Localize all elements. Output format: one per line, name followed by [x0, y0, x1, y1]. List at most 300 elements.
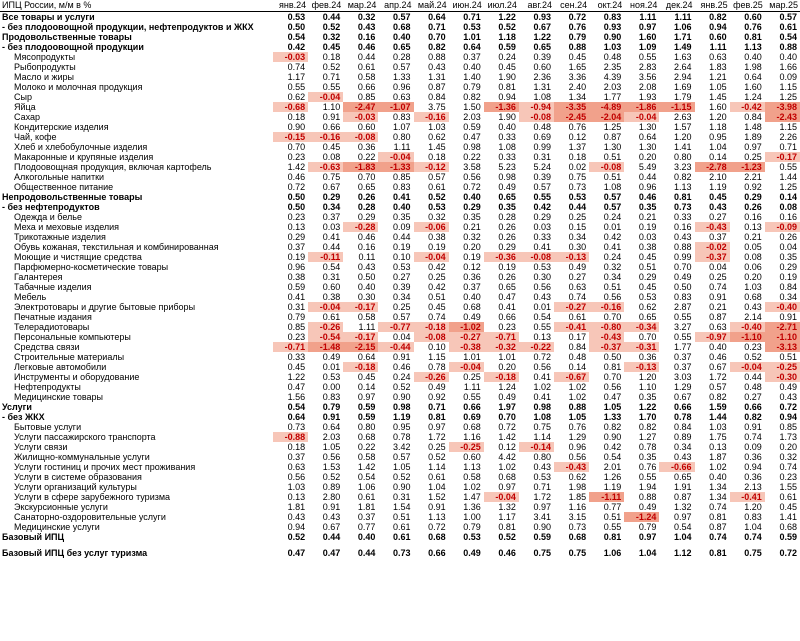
value-cell: 0.78 — [638, 442, 657, 452]
value-cell: 1.10 — [322, 102, 341, 112]
value-cell: 0.60 — [357, 122, 376, 132]
value-cell: 0.33 — [498, 132, 516, 142]
value-cell: 0.41 — [322, 232, 341, 242]
value-cell: 0.56 — [568, 452, 587, 462]
value-cell: 0.87 — [709, 522, 727, 532]
value-cell: 1.25 — [779, 182, 797, 192]
value-cell: 0.70 — [674, 262, 692, 272]
value-cell: -0.97 — [695, 332, 730, 342]
value-cell: -0.04 — [308, 302, 343, 312]
table-row — [0, 232, 800, 242]
value-cell: 0.39 — [533, 172, 552, 182]
value-cell: 0.88 — [568, 402, 587, 412]
row-label: Электротовары и другие бытовые приборы — [14, 302, 196, 312]
value-cell: 0.79 — [568, 32, 587, 42]
value-cell: 0.32 — [603, 262, 622, 272]
value-cell: 0.27 — [393, 272, 411, 282]
table-row — [0, 72, 800, 82]
value-cell: 0.67 — [533, 22, 552, 32]
value-cell: 0.36 — [744, 472, 762, 482]
value-cell: 0.80 — [533, 452, 552, 462]
row-label: - без плодоовощной продукции, нефтепродуктов и ЖКХ — [2, 22, 254, 32]
value-cell: 0.60 — [744, 12, 762, 22]
table-row — [0, 548, 800, 558]
table-row — [0, 12, 800, 23]
value-cell: 0.45 — [638, 282, 657, 292]
value-cell: 0.61 — [393, 522, 411, 532]
value-cell: 0.12 — [568, 132, 587, 142]
value-cell: -2.43 — [765, 112, 800, 122]
value-cell: 1.05 — [709, 82, 727, 92]
value-cell: -0.04 — [414, 252, 449, 262]
value-cell: 0.31 — [393, 492, 411, 502]
value-cell: 0.69 — [463, 412, 481, 422]
value-cell: 0.42 — [428, 282, 446, 292]
value-cell: 0.33 — [287, 352, 306, 362]
value-cell: 0.77 — [603, 502, 622, 512]
value-cell: 1.08 — [603, 182, 622, 192]
value-cell: -0.41 — [554, 322, 589, 332]
value-cell: 1.13 — [674, 182, 692, 192]
table-row — [0, 82, 800, 92]
value-cell: 0.75 — [568, 172, 587, 182]
header-row — [0, 0, 800, 12]
value-cell: -3.35 — [554, 102, 589, 112]
row-label: Кондитерские изделия — [14, 122, 109, 132]
value-cell: 0.00 — [322, 382, 341, 392]
value-cell: 0.50 — [357, 272, 376, 282]
value-cell: 0.57 — [393, 452, 411, 462]
value-cell: 0.65 — [638, 312, 657, 322]
row-label: Инструменты и оборудование — [14, 372, 140, 382]
value-cell: 0.22 — [357, 442, 376, 452]
value-cell: -0.25 — [765, 362, 800, 372]
value-cell: 0.23 — [287, 212, 306, 222]
value-cell: 1.20 — [709, 112, 727, 122]
row-label: Парфюмерно-косметические товары — [14, 262, 169, 272]
value-cell: -0.43 — [695, 222, 730, 232]
value-cell: 0.82 — [709, 392, 727, 402]
row-label: Одежда и белье — [14, 212, 82, 222]
value-cell: 0.82 — [603, 422, 622, 432]
value-cell: 0.61 — [322, 312, 341, 322]
value-cell: 0.54 — [674, 522, 692, 532]
value-cell: 0.48 — [568, 352, 587, 362]
value-cell: 0.45 — [779, 502, 797, 512]
value-cell: -0.27 — [449, 332, 484, 342]
value-cell: 0.37 — [463, 282, 481, 292]
value-cell: -1.10 — [765, 332, 800, 342]
value-cell: -3.13 — [765, 342, 800, 352]
value-cell: -0.08 — [589, 162, 624, 172]
value-cell: 0.43 — [357, 22, 376, 32]
value-cell: 0.27 — [568, 272, 587, 282]
value-cell: 0.55 — [638, 52, 657, 62]
value-cell: 0.38 — [428, 232, 446, 242]
value-cell: 0.98 — [498, 172, 516, 182]
table-row — [0, 152, 800, 162]
value-cell: 0.49 — [428, 382, 446, 392]
value-cell: 0.70 — [638, 332, 657, 342]
value-cell: 0.68 — [463, 422, 481, 432]
table-body — [0, 12, 800, 559]
value-cell: 2.83 — [638, 62, 657, 72]
table-row — [0, 122, 800, 132]
value-cell: 1.11 — [709, 42, 727, 52]
value-cell: 0.81 — [744, 32, 762, 42]
value-cell: 1.12 — [674, 548, 692, 558]
value-cell: 0.18 — [322, 52, 341, 62]
table-row — [0, 322, 800, 332]
value-cell: 0.52 — [428, 452, 446, 462]
value-cell: 0.27 — [744, 392, 762, 402]
table-row — [0, 162, 800, 172]
value-cell: 0.53 — [393, 262, 411, 272]
value-cell: 0.19 — [287, 252, 306, 262]
row-label: Обувь кожаная, текстильная и комбинированная — [14, 242, 219, 252]
value-cell: 0.91 — [393, 352, 411, 362]
value-cell: 0.55 — [322, 82, 341, 92]
value-cell: 0.49 — [674, 272, 692, 282]
value-cell: 0.46 — [638, 192, 657, 202]
value-cell: 0.09 — [744, 442, 762, 452]
value-cell: 1.98 — [744, 62, 762, 72]
value-cell: 0.53 — [638, 292, 657, 302]
value-cell: 0.85 — [393, 172, 411, 182]
value-cell: 0.19 — [498, 262, 516, 272]
value-cell: 0.40 — [463, 62, 481, 72]
value-cell: 0.78 — [674, 412, 692, 422]
row-label: Услуги в сфере зарубежного туризма — [14, 492, 171, 502]
value-cell: 1.50 — [463, 102, 481, 112]
value-cell: 1.29 — [568, 432, 587, 442]
value-cell: 3.03 — [674, 372, 692, 382]
value-cell: 0.52 — [498, 532, 516, 542]
value-cell: -0.88 — [273, 432, 308, 442]
value-cell: 0.53 — [533, 262, 552, 272]
value-cell: 3.23 — [674, 162, 692, 172]
value-cell: 0.57 — [428, 172, 446, 182]
value-cell: 0.09 — [393, 222, 411, 232]
row-label: Услуги организаций культуры — [14, 482, 137, 492]
value-cell: 0.19 — [393, 242, 411, 252]
month-header: авг.24 — [519, 0, 554, 12]
value-cell: 0.51 — [603, 172, 622, 182]
value-cell: 1.49 — [674, 42, 692, 52]
value-cell: 0.31 — [533, 152, 552, 162]
value-cell: 1.59 — [709, 402, 727, 412]
value-cell: -0.54 — [308, 332, 343, 342]
value-cell: 0.40 — [744, 52, 762, 62]
value-cell: 0.60 — [709, 32, 727, 42]
value-cell: 1.19 — [393, 412, 411, 422]
value-cell: 0.40 — [463, 192, 481, 202]
value-cell: -2.04 — [589, 112, 624, 122]
value-cell: 0.23 — [498, 322, 516, 332]
row-label: Печатные издания — [14, 312, 92, 322]
value-cell: 0.59 — [357, 402, 376, 412]
value-cell: 1.41 — [779, 512, 797, 522]
value-cell: 0.54 — [357, 472, 376, 482]
table-row — [0, 132, 800, 142]
value-cell: 0.63 — [568, 282, 587, 292]
value-cell: 1.72 — [428, 432, 446, 442]
row-label: Нефтепродукты — [14, 382, 81, 392]
value-cell: -0.28 — [343, 222, 378, 232]
value-cell: 0.66 — [357, 82, 376, 92]
value-cell: 0.72 — [428, 522, 446, 532]
value-cell: 0.87 — [674, 492, 692, 502]
value-cell: 0.37 — [709, 232, 727, 242]
value-cell: 0.68 — [744, 292, 762, 302]
value-cell: 0.53 — [428, 202, 446, 212]
value-cell: 0.13 — [287, 492, 306, 502]
value-cell: 0.22 — [463, 152, 481, 162]
value-cell: 0.66 — [428, 548, 446, 558]
table-row — [0, 342, 800, 352]
value-cell: 0.50 — [674, 282, 692, 292]
value-cell: 1.55 — [779, 482, 797, 492]
row-label: Галантерея — [14, 272, 63, 282]
value-cell: 0.15 — [568, 222, 587, 232]
value-cell: 0.45 — [568, 52, 587, 62]
value-cell: -0.15 — [273, 132, 308, 142]
value-cell: 0.44 — [744, 372, 762, 382]
value-cell: 1.20 — [674, 132, 692, 142]
row-label: Яйца — [14, 102, 36, 112]
row-label: Масло и жиры — [14, 72, 75, 82]
value-cell: 0.24 — [603, 212, 622, 222]
value-cell: 1.30 — [638, 122, 657, 132]
value-cell: 0.81 — [428, 412, 446, 422]
value-cell: 0.42 — [533, 202, 552, 212]
month-header: мар.24 — [343, 0, 378, 12]
value-cell: 1.03 — [744, 282, 762, 292]
value-cell: 0.38 — [287, 272, 306, 282]
value-cell: 0.56 — [533, 362, 552, 372]
value-cell: 0.75 — [533, 548, 552, 558]
value-cell: 0.38 — [638, 242, 657, 252]
value-cell: -0.66 — [659, 462, 694, 472]
value-cell: 0.39 — [533, 52, 552, 62]
value-cell: 1.05 — [393, 462, 411, 472]
value-cell: 1.47 — [463, 492, 481, 502]
value-cell: 0.61 — [779, 22, 797, 32]
value-cell: 1.01 — [463, 352, 481, 362]
value-cell: 0.94 — [744, 462, 762, 472]
value-cell: 3.15 — [568, 512, 587, 522]
value-cell: 0.26 — [779, 232, 797, 242]
value-cell: 1.10 — [638, 382, 657, 392]
value-cell: -1.02 — [449, 322, 484, 332]
value-cell: 0.83 — [744, 512, 762, 522]
value-cell: 0.51 — [603, 282, 622, 292]
value-cell: 0.97 — [674, 512, 692, 522]
value-cell: 0.31 — [322, 272, 341, 282]
month-header: май.24 — [414, 0, 449, 12]
table-row — [0, 472, 800, 482]
value-cell: 0.46 — [287, 172, 306, 182]
value-cell: 0.66 — [498, 312, 516, 322]
table-row — [0, 22, 800, 32]
value-cell: -0.22 — [519, 342, 554, 352]
value-cell: 0.52 — [287, 532, 306, 542]
value-cell: 0.91 — [744, 422, 762, 432]
value-cell: -2.45 — [554, 112, 589, 122]
value-cell: 1.81 — [287, 502, 306, 512]
value-cell: 0.61 — [357, 62, 376, 72]
value-cell: 0.43 — [744, 302, 762, 312]
value-cell: -0.26 — [414, 372, 449, 382]
value-cell: 0.54 — [287, 32, 306, 42]
value-cell: 3.36 — [568, 72, 587, 82]
value-cell: 1.75 — [709, 432, 727, 442]
value-cell: 0.45 — [287, 362, 306, 372]
value-cell: 0.37 — [287, 452, 306, 462]
value-cell: 1.17 — [498, 512, 516, 522]
value-cell: 0.20 — [498, 362, 516, 372]
value-cell: 3.41 — [533, 512, 552, 522]
row-label: Мебель — [14, 292, 47, 302]
value-cell: 0.73 — [393, 548, 411, 558]
value-cell: 0.01 — [603, 222, 622, 232]
value-cell: 0.81 — [709, 548, 727, 558]
value-cell: 0.72 — [463, 182, 481, 192]
value-cell: 0.10 — [428, 342, 446, 352]
value-cell: 0.98 — [393, 402, 411, 412]
value-cell: 0.55 — [674, 312, 692, 322]
value-cell: 1.11 — [639, 12, 657, 22]
value-cell: 1.89 — [744, 132, 762, 142]
value-cell: 0.16 — [674, 222, 692, 232]
value-cell: 1.81 — [357, 502, 376, 512]
value-cell: 0.64 — [357, 352, 376, 362]
value-cell: 0.41 — [533, 372, 552, 382]
value-cell: 0.50 — [287, 202, 306, 212]
value-cell: 0.84 — [779, 282, 797, 292]
value-cell: 0.88 — [428, 52, 446, 62]
value-cell: 0.25 — [428, 272, 446, 282]
value-cell: 0.79 — [287, 312, 306, 322]
value-cell: -0.44 — [378, 342, 413, 352]
value-cell: -0.30 — [765, 372, 800, 382]
value-cell: 0.37 — [674, 362, 692, 372]
value-cell: 0.90 — [393, 482, 411, 492]
value-cell: 0.67 — [322, 522, 341, 532]
value-cell: 1.01 — [463, 32, 481, 42]
value-cell: 0.23 — [287, 152, 306, 162]
value-cell: 1.11 — [463, 382, 481, 392]
row-label: Сыр — [14, 92, 32, 102]
value-cell: 0.40 — [709, 472, 727, 482]
table-row — [0, 32, 800, 42]
value-cell: 0.47 — [287, 548, 306, 558]
value-cell: 0.11 — [358, 252, 376, 262]
value-cell: -0.18 — [414, 322, 449, 332]
value-cell: 1.02 — [463, 482, 481, 492]
value-cell: 0.43 — [428, 62, 446, 72]
value-cell: -0.16 — [414, 112, 449, 122]
value-cell: 0.45 — [322, 42, 341, 52]
table-row — [0, 482, 800, 492]
value-cell: 0.37 — [322, 212, 341, 222]
table-row — [0, 332, 800, 342]
value-cell: 1.04 — [428, 482, 446, 492]
value-cell: 0.70 — [357, 172, 376, 182]
value-cell: -2.15 — [343, 342, 378, 352]
value-cell: 1.01 — [498, 352, 516, 362]
value-cell: 0.54 — [603, 452, 622, 462]
value-cell: -2.47 — [343, 102, 378, 112]
value-cell: 0.44 — [322, 12, 341, 22]
value-cell: 0.61 — [428, 182, 446, 192]
value-cell: -0.80 — [589, 322, 624, 332]
value-cell: 1.22 — [638, 402, 657, 412]
value-cell: 1.52 — [428, 492, 446, 502]
value-cell: 0.55 — [674, 332, 692, 342]
value-cell: 0.40 — [357, 282, 376, 292]
value-cell: 0.45 — [357, 372, 376, 382]
value-cell: 0.93 — [533, 12, 552, 22]
value-cell: 0.66 — [322, 122, 341, 132]
value-cell: 0.54 — [287, 402, 306, 412]
value-cell: 0.65 — [498, 282, 516, 292]
value-cell: 0.29 — [744, 192, 762, 202]
value-cell: 0.94 — [498, 92, 516, 102]
value-cell: 0.77 — [357, 522, 376, 532]
value-cell: 0.41 — [498, 302, 516, 312]
value-cell: 2.13 — [744, 482, 762, 492]
value-cell: 0.21 — [638, 212, 657, 222]
value-cell: 1.60 — [744, 82, 762, 92]
value-cell: 0.13 — [744, 222, 762, 232]
value-cell: 0.41 — [287, 292, 306, 302]
value-cell: -0.12 — [414, 162, 449, 172]
value-cell: -0.67 — [554, 372, 589, 382]
value-cell: 0.08 — [744, 252, 762, 262]
value-cell: 0.65 — [533, 42, 552, 52]
value-cell: 0.84 — [428, 92, 446, 102]
row-label: Телерадиотовары — [14, 322, 90, 332]
value-cell: 0.13 — [533, 332, 552, 342]
value-cell: 0.52 — [322, 472, 341, 482]
value-cell: 0.55 — [287, 82, 306, 92]
table-row — [0, 422, 800, 432]
value-cell: 0.85 — [357, 92, 376, 102]
value-cell: 0.41 — [533, 242, 552, 252]
value-cell: 0.85 — [287, 322, 306, 332]
value-cell: -0.17 — [343, 302, 378, 312]
value-cell: 0.55 — [533, 322, 552, 332]
value-cell: 1.03 — [709, 422, 727, 432]
table-row — [0, 352, 800, 362]
value-cell: 1.91 — [674, 482, 692, 492]
value-cell: 0.35 — [498, 202, 516, 212]
row-label: Моющие и чистящие средства — [14, 252, 142, 262]
value-cell: 0.90 — [393, 392, 411, 402]
value-cell: 1.20 — [638, 372, 657, 382]
value-cell: 0.43 — [533, 462, 552, 472]
value-cell: 1.73 — [779, 432, 797, 442]
value-cell: 0.14 — [357, 382, 376, 392]
value-cell: 0.33 — [533, 232, 552, 242]
value-cell: 0.52 — [322, 22, 341, 32]
value-cell: 0.01 — [533, 302, 552, 312]
value-cell: 0.46 — [357, 232, 376, 242]
value-cell: 0.03 — [533, 222, 552, 232]
value-cell: 1.22 — [533, 32, 552, 42]
value-cell: 0.29 — [287, 232, 306, 242]
